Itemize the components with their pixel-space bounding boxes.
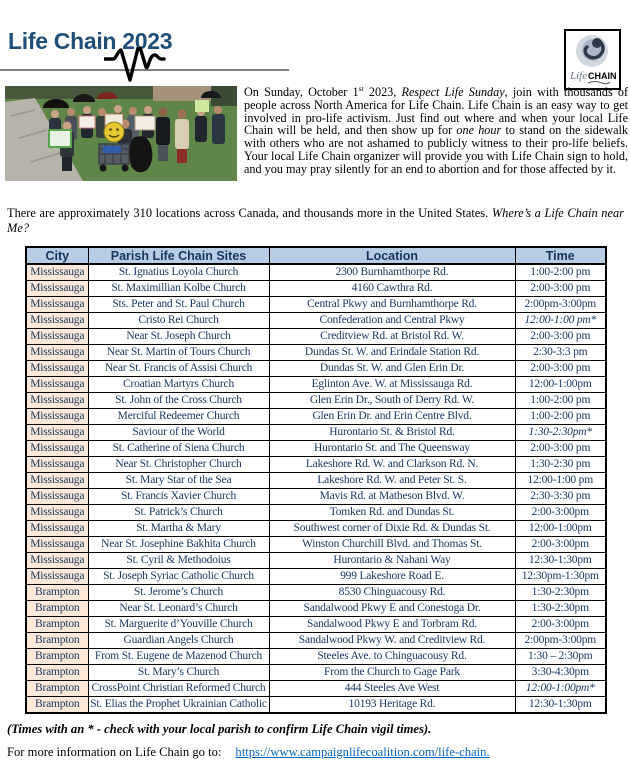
table-row xyxy=(26,297,606,313)
time-cell: 1:30-2:30pm xyxy=(515,585,606,601)
time-cell: 12:30-1:30pm xyxy=(515,553,606,569)
parish-cell: St. Mary Star of the Sea xyxy=(88,473,269,489)
table-row xyxy=(26,409,606,425)
column-header-parish: Parish Life Chain Sites xyxy=(88,247,269,264)
time-cell: 2:30-3:30 pm xyxy=(515,489,606,505)
time-cell: 2:00pm-3:00pm xyxy=(515,633,606,649)
locations-table xyxy=(25,246,605,714)
table-row xyxy=(26,633,606,649)
city-cell: Brampton xyxy=(26,633,88,649)
parish-cell: Near St. Martin of Tours Church xyxy=(88,345,269,361)
parish-cell: CrossPoint Christian Reformed Church xyxy=(88,681,269,697)
time-cell: 1:00-2:00 pm xyxy=(515,264,606,281)
locations-count-line: There are approximately 310 locations across Canada, and thousands more in the United States. Where’s a Life Chain near Me? xyxy=(7,206,624,235)
column-header-time: Time xyxy=(515,247,606,264)
location-cell: Central Pkwy and Burnhamthorpe Rd. xyxy=(269,297,515,313)
parish-cell: St. Mary’s Church xyxy=(88,665,269,681)
location-cell: Creditview Rd. at Bristol Rd. W. xyxy=(269,329,515,345)
location-cell: Hurontario St. and The Queensway xyxy=(269,441,515,457)
asterisk-note: (Times with an * - check with your local parish to confirm Life Chain vigil times). xyxy=(7,722,432,736)
parish-cell: Near St. Christopher Church xyxy=(88,457,269,473)
column-header-location: Location xyxy=(269,247,515,264)
table-row xyxy=(26,617,606,633)
table-row xyxy=(26,505,606,521)
time-cell: 2:00-3:00pm xyxy=(515,617,606,633)
location-cell: Steeles Ave. to Chinguacousy Rd. xyxy=(269,649,515,665)
table-row xyxy=(26,361,606,377)
parish-cell: Guardian Angels Church xyxy=(88,633,269,649)
city-cell: Mississauga xyxy=(26,425,88,441)
location-cell: Confederation and Central Pkwy xyxy=(269,313,515,329)
location-cell: From the Church to Gage Park xyxy=(269,665,515,681)
city-cell: Brampton xyxy=(26,697,88,714)
parish-cell: St. Cyril & Methodoius xyxy=(88,553,269,569)
location-cell: Mavis Rd. at Matheson Blvd. W. xyxy=(269,489,515,505)
time-cell: 2:00-3:00 pm xyxy=(515,361,606,377)
location-cell: 4160 Cawthra Rd. xyxy=(269,281,515,297)
table-row xyxy=(26,697,606,714)
city-cell: Mississauga xyxy=(26,377,88,393)
city-cell: Mississauga xyxy=(26,345,88,361)
more-info-line xyxy=(7,745,490,760)
time-cell: 12:00-1:00pm xyxy=(515,521,606,537)
city-cell: Mississauga xyxy=(26,521,88,537)
table-row xyxy=(26,313,606,329)
table-row xyxy=(26,264,606,281)
location-cell: Sandalwood Pkwy E and Conestoga Dr. xyxy=(269,601,515,617)
intro-paragraph: On Sunday, October 1st 2023, Respect Life Sunday, join with thousands of people across North America for Life Chain. Life Chain is an easy way to get involved in pro-life activism. Just find out where and when your local Life Chain will be held, and then show up for one hour to stand on the sidewalk with others who are not ashamed to publicly witness to their pro-life beliefs. Your local Life Chain organizer will provide you with Life Chain sign to hold, and you may pray silently for an end to abortion and for those affected by it. xyxy=(244,83,629,176)
parish-cell: St. Marguerite d’Youville Church xyxy=(88,617,269,633)
city-cell: Mississauga xyxy=(26,505,88,521)
table-row xyxy=(26,665,606,681)
table-row xyxy=(26,521,606,537)
table-header-row xyxy=(26,247,606,264)
city-cell: Mississauga xyxy=(26,537,88,553)
city-cell: Mississauga xyxy=(26,264,88,281)
table-row xyxy=(26,681,606,697)
location-cell: Hurontario St. & Bristol Rd. xyxy=(269,425,515,441)
life-chain-logo xyxy=(564,29,621,90)
location-cell: Dundas St. W. and Glen Erin Dr. xyxy=(269,361,515,377)
location-cell: 10193 Heritage Rd. xyxy=(269,697,515,714)
time-cell: 12:30-1:30pm xyxy=(515,697,606,714)
time-cell: 1:30-2:30pm* xyxy=(515,425,606,441)
svg-text:CHAIN: CHAIN xyxy=(588,71,617,81)
location-cell: Tomken Rd. and Dundas St. xyxy=(269,505,515,521)
parish-cell: Cristo Rei Church xyxy=(88,313,269,329)
parish-cell: St. Elias the Prophet Ukrainian Catholic xyxy=(88,697,269,714)
city-cell: Mississauga xyxy=(26,473,88,489)
time-cell: 1:30-2:30pm xyxy=(515,601,606,617)
parish-cell: St. Catherine of Siena Church xyxy=(88,441,269,457)
table-row xyxy=(26,585,606,601)
more-info-label: For more information on Life Chain go to: xyxy=(7,745,222,759)
location-cell: Lakeshore Rd. W. and Peter St. S. xyxy=(269,473,515,489)
parish-cell: St. Patrick’s Church xyxy=(88,505,269,521)
table-row xyxy=(26,441,606,457)
table-row xyxy=(26,537,606,553)
table-row xyxy=(26,281,606,297)
time-cell: 2:00-3:00pm xyxy=(515,505,606,521)
location-cell: Hurontario & Nahani Way xyxy=(269,553,515,569)
city-cell: Mississauga xyxy=(26,361,88,377)
table-row xyxy=(26,569,606,585)
city-cell: Brampton xyxy=(26,649,88,665)
time-cell: 1:00-2:00 pm xyxy=(515,393,606,409)
city-cell: Brampton xyxy=(26,585,88,601)
city-cell: Mississauga xyxy=(26,569,88,585)
city-cell: Brampton xyxy=(26,665,88,681)
table-row xyxy=(26,345,606,361)
table-row xyxy=(26,329,606,345)
time-cell: 1:30-2:30 pm xyxy=(515,457,606,473)
city-cell: Mississauga xyxy=(26,489,88,505)
table-row xyxy=(26,393,606,409)
parish-cell: St. Ignatius Loyola Church xyxy=(88,264,269,281)
time-cell: 12:00-1:00pm xyxy=(515,377,606,393)
time-cell: 12:00-1:00 pm* xyxy=(515,313,606,329)
parish-cell: Merciful Redeemer Church xyxy=(88,409,269,425)
table-row xyxy=(26,473,606,489)
time-cell: 2:00-3:00 pm xyxy=(515,441,606,457)
city-cell: Brampton xyxy=(26,681,88,697)
time-cell: 2:00-3:00 pm xyxy=(515,329,606,345)
crowd-photo xyxy=(5,86,237,181)
parish-cell: St. Joseph Syriac Catholic Church xyxy=(88,569,269,585)
city-cell: Mississauga xyxy=(26,329,88,345)
city-cell: Mississauga xyxy=(26,457,88,473)
table-row xyxy=(26,457,606,473)
svg-text:Life: Life xyxy=(570,70,588,82)
parish-cell: Near St. Leonard’s Church xyxy=(88,601,269,617)
table-row xyxy=(26,649,606,665)
time-cell: 2:00-3:00 pm xyxy=(515,281,606,297)
city-cell: Mississauga xyxy=(26,393,88,409)
city-cell: Brampton xyxy=(26,617,88,633)
table-row xyxy=(26,489,606,505)
parish-cell: St. John of the Cross Church xyxy=(88,393,269,409)
parish-cell: St. Francis Xavier Church xyxy=(88,489,269,505)
city-cell: Mississauga xyxy=(26,313,88,329)
parish-cell: St. Jerome’s Church xyxy=(88,585,269,601)
location-cell: Sandalwood Pkwy W. and Creditview Rd. xyxy=(269,633,515,649)
location-cell: 444 Steeles Ave West xyxy=(269,681,515,697)
city-cell: Mississauga xyxy=(26,553,88,569)
time-cell: 12:00-1:00pm* xyxy=(515,681,606,697)
fetus-icon xyxy=(566,31,619,88)
table-body xyxy=(26,264,606,713)
location-cell: Dundas St. W. and Erindale Station Rd. xyxy=(269,345,515,361)
table-row xyxy=(26,377,606,393)
location-cell: Lakeshore Rd. W. and Clarkson Rd. N. xyxy=(269,457,515,473)
parish-cell: St. Martha & Mary xyxy=(88,521,269,537)
time-cell: 1:30 – 2:30pm xyxy=(515,649,606,665)
location-cell: Southwest corner of Dixie Rd. & Dundas St. xyxy=(269,521,515,537)
table-row xyxy=(26,425,606,441)
city-cell: Mississauga xyxy=(26,297,88,313)
location-cell: Sandalwood Pkwy E and Torbram Rd. xyxy=(269,617,515,633)
location-cell: Winston Churchill Blvd. and Thomas St. xyxy=(269,537,515,553)
location-cell: Glen Erin Dr., South of Derry Rd. W. xyxy=(269,393,515,409)
city-cell: Mississauga xyxy=(26,441,88,457)
time-cell: 2:00-3:00pm xyxy=(515,537,606,553)
location-cell: Eglinton Ave. W. at Mississauga Rd. xyxy=(269,377,515,393)
time-cell: 2:00pm-3:00pm xyxy=(515,297,606,313)
life-chain-link[interactable]: https://www.campaignlifecoalition.com/life-chain. xyxy=(235,745,490,759)
table-row xyxy=(26,553,606,569)
parish-cell: St. Maximillian Kolbe Church xyxy=(88,281,269,297)
parish-cell: Saviour of the World xyxy=(88,425,269,441)
time-cell: 3:30-4:30pm xyxy=(515,665,606,681)
city-cell: Brampton xyxy=(26,601,88,617)
column-header-city: City xyxy=(26,247,88,264)
location-cell: Glen Erin Dr. and Erin Centre Blvd. xyxy=(269,409,515,425)
location-cell: 999 Lakeshore Road E. xyxy=(269,569,515,585)
city-cell: Mississauga xyxy=(26,409,88,425)
parish-cell: Sts. Peter and St. Paul Church xyxy=(88,297,269,313)
parish-cell: Croatian Martyrs Church xyxy=(88,377,269,393)
time-cell: 1:00-2:00 pm xyxy=(515,409,606,425)
time-cell: 12:30pm-1:30pm xyxy=(515,569,606,585)
location-cell: 2300 Burnhamthorpe Rd. xyxy=(269,264,515,281)
parish-cell: Near St. Josephine Bakhita Church xyxy=(88,537,269,553)
table-row xyxy=(26,601,606,617)
location-cell: 8530 Chinguacousy Rd. xyxy=(269,585,515,601)
page-title: Life Chain 2023 xyxy=(8,28,173,54)
time-cell: 2:30-3:3 pm xyxy=(515,345,606,361)
parish-cell: Near St. Joseph Church xyxy=(88,329,269,345)
time-cell: 12:00-1:00 pm xyxy=(515,473,606,489)
parish-cell: Near St. Francis of Assisi Church xyxy=(88,361,269,377)
parish-cell: From St. Eugene de Mazenod Church xyxy=(88,649,269,665)
city-cell: Mississauga xyxy=(26,281,88,297)
